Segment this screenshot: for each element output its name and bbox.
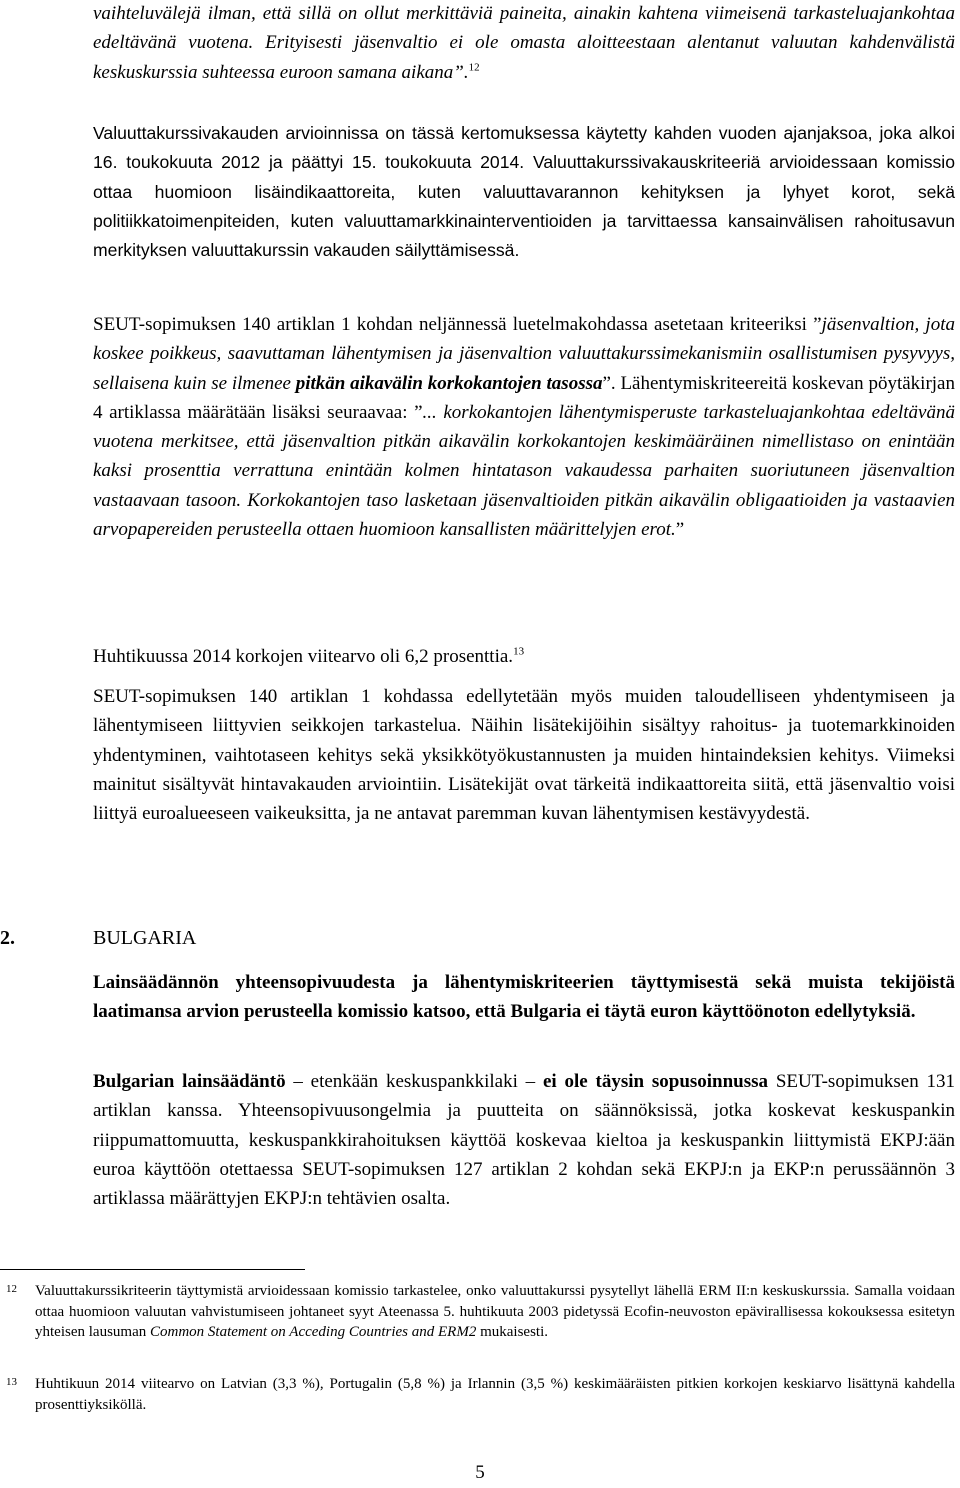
paragraph-exchange-rate-criterion-end: [93, 0, 955, 87]
paragraph-bulgaria-legislation: [93, 1067, 955, 1213]
protocol-intro: ”. Lähentymiskriteereitä koskevan pöytäkirjan 4 artiklassa määrätään lisäksi seuraavaa: ”: [93, 372, 955, 423]
footnote-13: [0, 1374, 955, 1415]
paragraph-bulgaria-conclusion: [93, 968, 955, 1027]
paragraph-reference-value: [93, 642, 955, 671]
footnote-ref-12[interactable]: 12: [468, 61, 480, 74]
footnote-mark-12: 12: [6, 1283, 17, 1295]
criterion-intro: SEUT-sopimuksen 140 artiklan 1 kohdan neljännessä luetelmakohdassa asetetaan kriteeriksi ”: [93, 314, 822, 335]
criterion-emphasis: pitkän aikavälin korkokantojen tasossa: [295, 372, 603, 394]
footnote-mark-13: 13: [6, 1376, 17, 1388]
legislation-label: Bulgarian lainsäädäntö: [93, 1071, 286, 1092]
footnote-12-text: Valuuttakurssikriteerin täyttymistä arvioidessaan komissio tarkastelee, onko valuuttakurssi pysytellyt lähellä ERM II:n keskuskurssia. Samalla voidaan ottaa huomioon valuutan vahvistumiseen johtaneet syyt Ateenassa 5. huhtikuuta 2003 pidetyssä Ecofin-neuvoston epävirallisessa kokouksessa esitetyn yhteisen lausuman: [35, 1283, 955, 1340]
footnote-12: [0, 1281, 955, 1343]
footnote-12-title: Common Statement on Acceding Countries and ERM2: [149, 1324, 477, 1340]
conclusion-text: Lainsäädännön yhteensopivuudesta ja lähentymiskriteerien täyttymisestä sekä muista tekijöistä laatimansa arvion perusteella komissio katsoo, että Bulgaria ei täytä euron käyttöönoton edellytyksiä.: [93, 972, 955, 1023]
paragraph-additional-factors: [93, 682, 955, 828]
footnote-13-text: Huhtikuun 2014 viitearvo on Latvian (3,3 %), Portugalin (5,8 %) ja Irlannin (3,5 %) keskimääräisten pitkien korkojen keskiarvo lisättynä kahdella prosenttiyksiköllä.: [35, 1376, 955, 1413]
additional-factors-text: SEUT-sopimuksen 140 artiklan 1 kohdassa edellytetään myös muiden taloudelliseen yhdentymiseen ja lähentymiseen liittyvien seikkojen tarkastelua. Näihin lisätekijöihin sisältyy rahoitus- ja tuotemarkkinoiden yhdentyminen, vaihtotaseen kehitys sekä yksikkötyökustannusten ja muiden hintaindeksien kehitys. Viimeksi mainitut sisältyvät hintavakauden arviointiin. Lisätekijät ovat tärkeitä indikaattoreita siitä, että jäsenvaltio voisi liittyä euroalueeseen vaikeuksitta, ja ne antavat paremman kuvan lähentymisen kestävyydestä.: [93, 686, 955, 825]
protocol-quote: ... korkokantojen lähentymisperuste tarkasteluajankohtaa edeltävänä vuotena merkitsee, että jäsenvaltion pitkän aikavälin korkokantojen keskimääräinen nimellistaso on enintään kaksi prosenttia verrattuna enintään kolmen hintatason vakaudessa parhaiten suoriutuneen jäsenvaltion vastaavaan tasoon. Korkokantojen taso lasketaan jäsenvaltioiden pitkän aikavälin obligaatioiden ja vastaavien arvopapereiden perusteella ottaen huomioon kansallisten määrittelyjen erot.: [93, 401, 955, 541]
section-heading-bulgaria: [0, 923, 400, 953]
footnote-12-end: mukaisesti.: [476, 1324, 549, 1340]
compatibility-verdict: ei ole täysin sopusoinnussa: [542, 1071, 769, 1092]
quote-text: vaihteluvälejä ilman, että sillä on ollut merkittäviä paineita, ainakin kahtena viimeisenä tarkasteluajankohtaa edeltävänä vuotena. Erityisesti jäsenvaltio ei ole omasta aloitteestaan alentanut valuutan kahdenvälistä keskuskurssia suhteessa euroon samana aikana”.: [93, 3, 955, 83]
closing-quote: ”: [675, 519, 685, 541]
legislation-aside: – etenkään keskuspankkilaki –: [285, 1071, 543, 1092]
reference-value-text: Huhtikuussa 2014 korkojen viitearvo oli 6,2 prosenttia.: [93, 646, 514, 667]
page-number: 5: [475, 1462, 485, 1483]
legislation-details: SEUT-sopimuksen 131 artiklan kanssa. Yhteensopivuusongelmia ja puutteita on säännöksissä, jotka koskevat keskuspankin riippumattomuutta, keskuspankkirahoituksen käyttöä koskevaa kieltoa ja keskuspankin liittymistä EKPJ:ään euroa käyttöön otettaessa SEUT-sopimuksen 127 artiklan 2 kohdan sekä EKPJ:n ja EKP:n perussäännön 3 artiklassa määrättyjen EKPJ:n tehtävien osalta.: [93, 1071, 955, 1210]
assessment-period-text: Valuuttakurssivakauden arvioinnissa on tässä kertomuksessa käytetty kahden vuoden ajanjaksoa, joka alkoi 16. toukokuuta 2012 ja päättyi 15. toukokuuta 2014.: [93, 123, 955, 173]
paragraph-interest-rate-criterion: [93, 310, 955, 544]
criterion-quote: jäsenvaltion, jota koskee poikkeus, saavuttaman lähentymisen ja jäsenvaltion valuuttakurssimekanismiin osallistumisen pysyvyys, sellaisena kuin se ilmenee: [93, 314, 955, 394]
paragraph-assessment-period: [93, 119, 955, 265]
footnote-ref-13[interactable]: 13: [513, 645, 525, 658]
section-number: 2.: [0, 927, 15, 949]
footnote-separator: [0, 1269, 305, 1270]
section-title: BULGARIA: [93, 927, 197, 949]
additional-indicators-text: Valuuttakurssivakauskriteeriä arvioidessaan komissio ottaa huomioon lisäindikaattoreita, kuten valuuttavarannon kehityksen ja lyhyet korot, sekä politiikkatoimenpiteiden, kuten valuuttamarkkinainterventioiden ja tarvittaessa kansainvälisen rahoitusavun merkityksen valuuttakurssin vakauden säilyttämisessä.: [93, 152, 955, 261]
